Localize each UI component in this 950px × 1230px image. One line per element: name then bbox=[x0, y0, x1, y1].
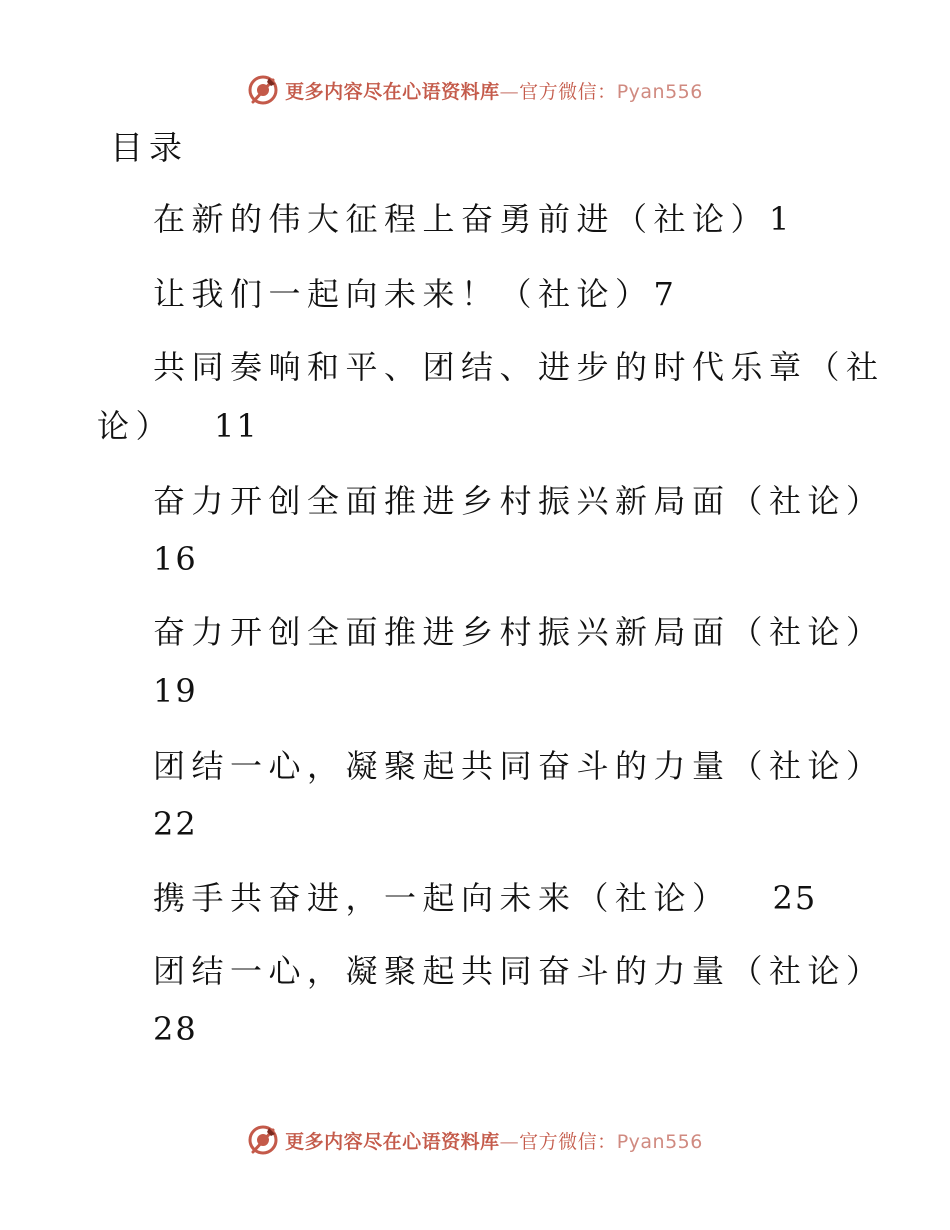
header-banner bbox=[0, 70, 950, 110]
banner-wechat-id: Pyan556 bbox=[616, 80, 703, 103]
toc-entry-page: 7 bbox=[653, 275, 676, 313]
toc-entry bbox=[153, 275, 676, 313]
toc-entry-line1 bbox=[153, 348, 885, 386]
toc-entry-page: 11 bbox=[214, 407, 259, 445]
toc-entry-title: 奋力开创全面推进乡村振兴新局面（社论） bbox=[153, 613, 885, 651]
toc-entry-page: 1 bbox=[769, 200, 792, 238]
pen-logo-icon bbox=[247, 1124, 279, 1156]
banner-text bbox=[285, 77, 703, 104]
toc-entry bbox=[153, 200, 792, 238]
toc-entry bbox=[153, 879, 818, 917]
banner-main-text: 更多内容尽在心语资料库 bbox=[285, 1130, 500, 1153]
toc-entry-page: 16 bbox=[153, 540, 198, 578]
banner-text bbox=[285, 1127, 703, 1154]
toc-entry-line2 bbox=[97, 407, 259, 445]
toc-entry-title: 奋力开创全面推进乡村振兴新局面（社论） bbox=[153, 482, 885, 520]
banner-wechat-label: 官方微信： bbox=[519, 80, 617, 103]
toc-entry-title: 团结一心，凝聚起共同奋斗的力量（社论） bbox=[153, 747, 885, 785]
banner-main-text: 更多内容尽在心语资料库 bbox=[285, 80, 500, 103]
banner-wechat-id: Pyan556 bbox=[616, 1130, 703, 1153]
toc-entry-title: 让我们一起向未来！（社论） bbox=[153, 275, 654, 313]
toc-entry-title: 共同奏响和平、团结、进步的时代乐章（社 bbox=[153, 348, 885, 386]
toc-heading: 目录 bbox=[110, 128, 188, 167]
toc-entry-page: 28 bbox=[153, 1010, 198, 1048]
toc-entry-title: 团结一心，凝聚起共同奋斗的力量（社论） bbox=[153, 952, 885, 990]
toc-entry-title-cont: 论） bbox=[97, 407, 175, 445]
toc-entry bbox=[153, 613, 885, 651]
toc-entry-title: 携手共奋进，一起向未来（社论） bbox=[153, 879, 731, 917]
pen-logo-icon bbox=[247, 74, 279, 106]
toc-entry bbox=[153, 952, 885, 990]
banner-separator: — bbox=[499, 80, 520, 103]
toc-entry bbox=[153, 747, 885, 785]
toc-entry-page: 25 bbox=[772, 879, 818, 917]
toc-entry-title: 在新的伟大征程上奋勇前进（社论） bbox=[153, 200, 770, 238]
banner-wechat-label: 官方微信： bbox=[519, 1130, 617, 1153]
toc-entry-page: 22 bbox=[153, 805, 198, 843]
banner-separator: — bbox=[499, 1130, 520, 1153]
toc-entry-page: 19 bbox=[153, 672, 198, 710]
toc-entry bbox=[153, 482, 885, 520]
footer-banner bbox=[0, 1120, 950, 1160]
